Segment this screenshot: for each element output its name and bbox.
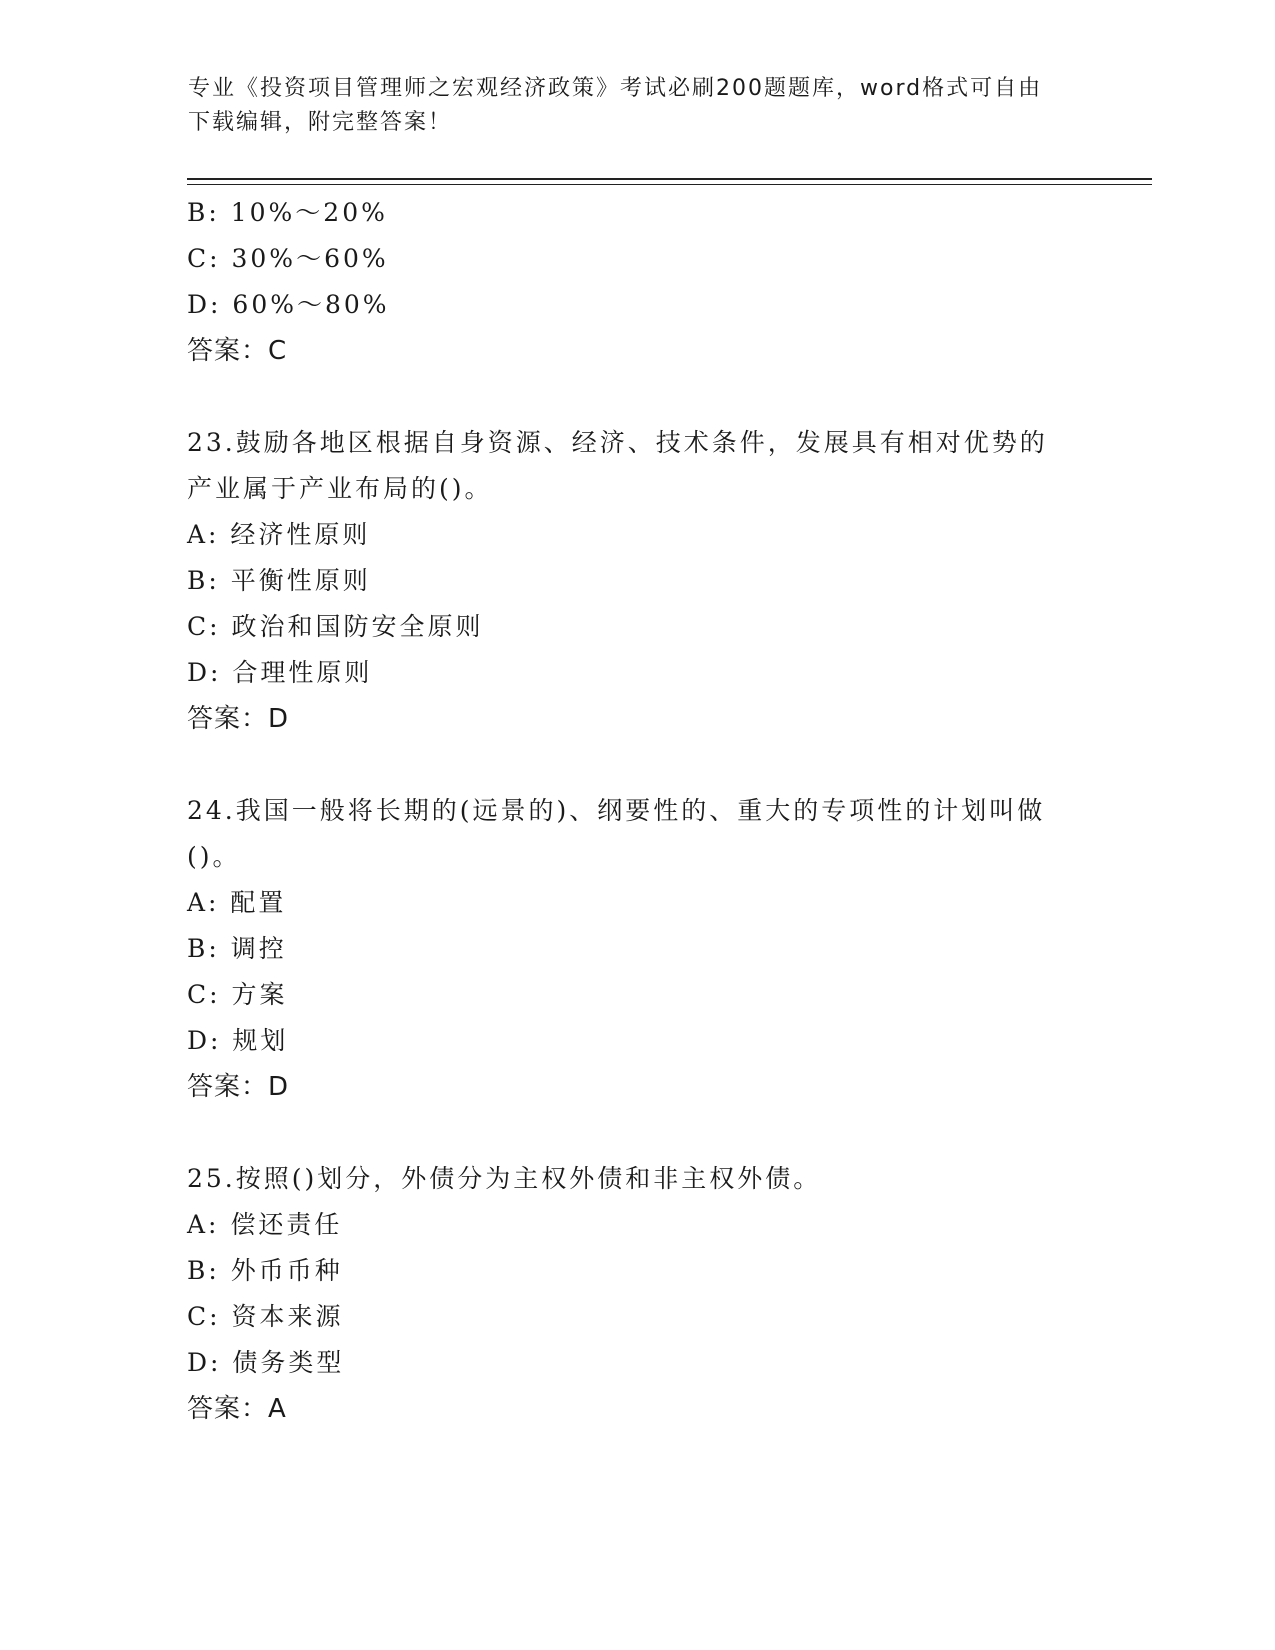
q24-answer: 答案：D	[187, 1072, 290, 1102]
header-line-1: 专业《投资项目管理师之宏观经济政策》考试必刷200题题库，word格式可自由	[188, 76, 1043, 101]
q22-answer: 答案：C	[187, 336, 288, 366]
question-content	[187, 190, 1087, 1432]
q22-option-b: B: 10%～20%	[187, 198, 388, 227]
q23-stem-line-1: 23.鼓励各地区根据自身资源、经济、技术条件，发展具有相对优势的	[187, 428, 1048, 457]
spacer	[187, 742, 1087, 788]
question-22-tail	[187, 190, 1087, 374]
question-25	[187, 1156, 1087, 1432]
q22-option-d: D: 60%～80%	[187, 290, 390, 319]
q23-option-d: D: 合理性原则	[187, 658, 373, 687]
q23-stem-line-2: 产业属于产业布局的()。	[187, 474, 493, 503]
question-24	[187, 788, 1087, 1110]
header-divider-thin	[187, 184, 1152, 185]
q22-option-c: C: 30%～60%	[187, 244, 389, 273]
q25-option-b: B: 外币币种	[187, 1256, 343, 1285]
q23-answer: 答案：D	[187, 704, 290, 734]
q25-option-c: C: 资本来源	[187, 1302, 344, 1331]
header-line-2: 下载编辑，附完整答案！	[188, 110, 453, 135]
q24-stem-line-2: ()。	[187, 842, 241, 871]
q24-option-a: A: 配置	[187, 888, 287, 917]
spacer	[187, 1110, 1087, 1156]
q25-answer: 答案：A	[187, 1394, 287, 1424]
q23-option-b: B: 平衡性原则	[187, 566, 371, 595]
q25-option-a: A: 偿还责任	[187, 1210, 343, 1239]
q24-stem-line-1: 24.我国一般将长期的(远景的)、纲要性的、重大的专项性的计划叫做	[187, 796, 1046, 825]
header-divider-thick	[187, 178, 1152, 180]
q24-option-b: B: 调控	[187, 934, 287, 963]
q23-option-c: C: 政治和国防安全原则	[187, 612, 484, 641]
document-header	[188, 72, 1068, 140]
q23-option-a: A: 经济性原则	[187, 520, 371, 549]
q24-option-d: D: 规划	[187, 1026, 289, 1055]
question-23	[187, 420, 1087, 742]
q25-stem-line-1: 25.按照()划分，外债分为主权外债和非主权外债。	[187, 1164, 822, 1193]
q25-option-d: D: 债务类型	[187, 1348, 345, 1377]
spacer	[187, 374, 1087, 420]
q24-option-c: C: 方案	[187, 980, 288, 1009]
